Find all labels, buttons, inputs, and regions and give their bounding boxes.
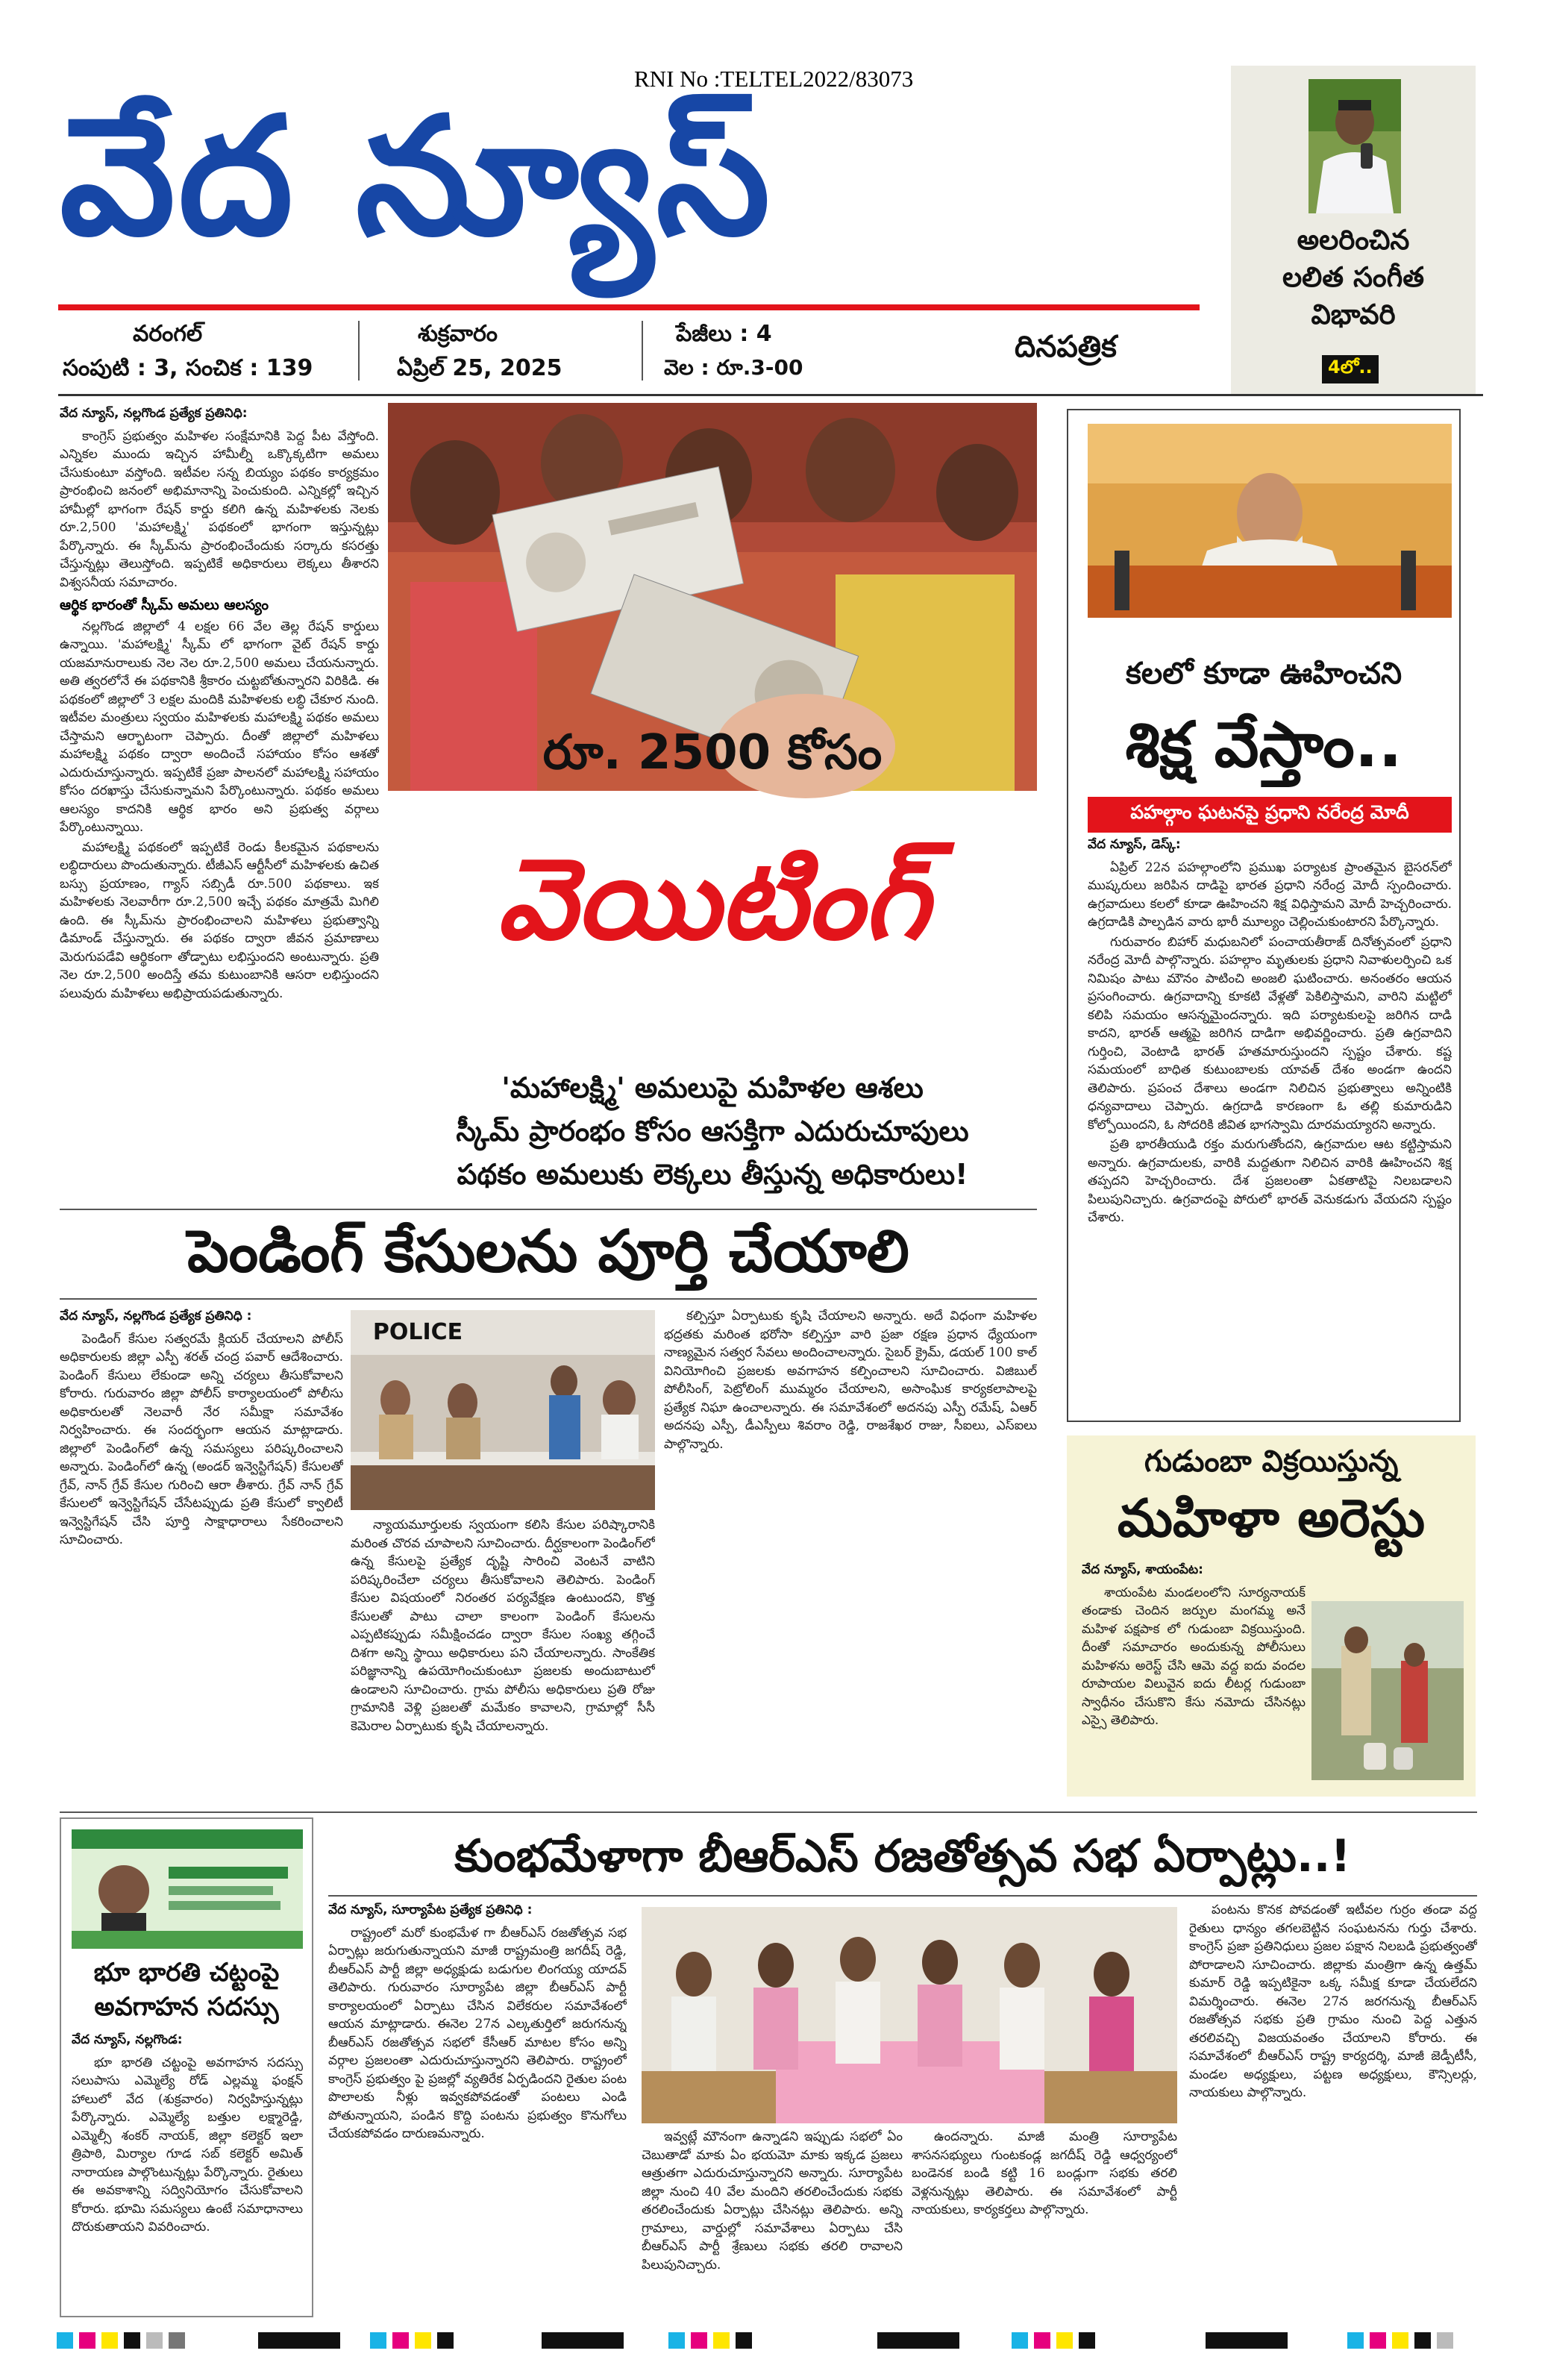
brs-headline: కుంభమేళాగా బీఆర్ఎస్ రజతోత్సవ సభ ఏర్పాట్లు..! [454,1830,1351,1882]
modi-tagline: పహల్గాం ఘటనపై ప్రధాని నరేంద్ర మోదీ [1088,797,1452,833]
police-paragraph: కల్పిస్తూ ఏర్పాటుకు కృషి చేయాలని అన్నారు. అదే విధంగా మహిళల భద్రతకు మరింత భరోసా కల్పిస్తూ వారి ప్రజా రక్షణ ప్రధాన ధ్యేయంగా నాణ్యమైన సత్వర సేవలు అందించాలన్నారు. సైబర్ క్రైమ్, డయల్ 100 కాల్ వినియోగించి ప్రజలకు అవగాహన కల్పించాలని సూచించారు. విజిబుల్ పోలీసింగ్, పెట్రోలింగ్ ముమ్మరం చేయాలని, అసాంఘిక కార్యకలాపాలపై ప్రత్యేక నిఘా ఉంచాలన్నారు. ఈ సమావేశంలో అదనపు ఎస్పీ రమేష్, ఏఆర్ అదనపు ఎస్పీ, డీఎస్పీలు శివరాం రెడ్డి, రాజశేఖర రాజు, సీఐలు, ఎస్ఐలు పాల్గొన్నారు. [664,1309,1037,1452]
singer-photo [1308,79,1401,213]
modi-headline: శిక్ష వేస్తాం.. [1125,708,1402,781]
welfare-story [60,404,379,1150]
gudumba-dateline: వేద న్యూస్, శాయంపేట: [1082,1562,1203,1577]
issue-date: ఏప్రిల్ 25, 2025 [397,355,562,381]
color-swatch [1012,2332,1028,2349]
modi-photo [1088,424,1452,618]
teaser-headline-2: లలిత సంగీత [1282,261,1425,293]
color-swatch [437,2332,454,2349]
police-paragraph: న్యాయమూర్తులకు స్వయంగా కలిసి కేసుల పరిష్కారానికి మరింత చొరవ చూపాలని సూచించారు. దీర్ఘకాలంగా పెండింగ్‌లో ఉన్న కేసులపై ప్రత్యేక దృష్టి సారించి వెంటనే వాటిని పరిష్కరించేలా చర్యలు తీసుకోవాలని తెలిపారు. పెండింగ్ కేసుల విషయంలో నిరంతర పర్యవేక్షణ ఉంటుందని, కొత్త కేసులతో పాటు చాలా కాలంగా పెండింగ్ కేసులను ఎప్పటికప్పుడు సమీక్షించడం ద్వారా కేసుల సంఖ్య తగ్గించే దిశగా అన్ని స్థాయి అధికారులు పని చేయాలన్నారు. సాంకేతిక పరిజ్ఞానాన్ని ఉపయోగించుకుంటూ ప్రజలకు అందుబాటులో ఉండాలని సూచించారు. గ్రామ పోలీసు అధికారులు ప్రతి రోజు గ్రామానికి వెళ్లి ప్రజలతో మమేకం కావాలని, గ్రామాల్లో సీసీ కెమెరాల ఏర్పాటుకు కృషి చేయాలన్నారు. [351,1518,655,1734]
modi-paragraph: గురువారం బిహార్ మధుబనిలో పంచాయతీరాజ్ దినోత్సవంలో ప్రధాని నరేంద్ర మోదీ పాల్గొన్నారు. పహల్గాం మృతులకు ప్రధాని నివాళులర్పించి ఒక నిమిషం పాటు మౌనం పాటించి అంజలి ఘటించారు. అనంతరం ఆయన ప్రసంగించారు. ఉగ్రవాదాన్ని కూకటి వేళ్లతో పెకిలిస్తామని, వారిని మట్టిలో కలిపి సమయం ఆసన్నమైందన్నారు. ఇది పర్యాటకులపై జరిగిన దాడి కాదని, భారత్ ఆత్మపై జరిగిన దాడిగా అభివర్ణించారు. ప్రతి ఉగ్రవాదిని గుర్తించి, వెంటాడి భారత్ హతమారుస్తుందని స్పష్టం చేశారు. కష్ట సమయంలో బాధిత కుటుంబాలకు యావత్ దేశం అండగా ఉందని తెలిపారు. ప్రపంచ దేశాలు అండగా నిలిచిన ప్రభుత్వాలు అన్నింటికి ధన్యవాదాలు చెప్పారు. ఉగ్రదాడి కారణంగా ఓ తల్లి కుమారుడిని కోల్పోయిందని, ఓ సోదరికి జీవిత భాగస్వామి దూరమయ్యారని అన్నారు. [1088,934,1452,1133]
police-story-col2 [351,1516,655,1844]
color-swatch [668,2332,685,2349]
brs-story-col1 [328,1901,627,2316]
gudumba-photo [1311,1601,1464,1780]
teaser-headline-1: అలరించిన [1297,224,1410,256]
police-story-col3 [664,1307,1037,1844]
masthead-divider [358,321,360,381]
color-swatch [392,2332,409,2349]
welfare-subhead: ఆర్థిక భారంతో స్కీమ్ అమలు ఆలస్యం [60,597,269,613]
section-rule [60,1811,1477,1813]
brs-story-col4 [1189,1901,1477,2316]
modi-dateline: వేద న్యూస్, డెస్క్: [1088,837,1181,852]
color-swatch [258,2332,340,2349]
gudumba-headline: మహిళా అరెస్టు [1117,1488,1426,1549]
color-swatch [1347,2332,1364,2349]
page-count: పేజీలు : 4 [676,321,772,347]
modi-paragraph: ప్రతి భారతీయుడి రక్తం మరుగుతోందని, ఉగ్రవాదుల ఆట కట్టిస్తామని అన్నారు. ఉగ్రవాదులకు, వారికి మద్దతుగా నిలిచిన వారికి ఊహించని శిక్ష తప్పదని హెచ్చరించారు. దేశ ప్రజలంతా ఏకతాటిపై నిలబడాలని పిలుపునిచ్చారు. ఉగ్రవాదంపై పోరులో భారత్ వెనుకడుగు వేయదని స్పష్టం చేశారు. [1088,1137,1452,1225]
color-swatch [691,2332,707,2349]
color-swatch [877,2332,959,2349]
masthead-rule [58,394,1483,396]
police-headline: పెండింగ్ కేసులను పూర్తి చేయాలి [187,1218,909,1285]
color-swatch [79,2332,95,2349]
brs-paragraph: పంటను కొనక పోవడంతో ఇటీవల గుర్రం తండా వద్ద రైతులు ధాన్యం తగలబెట్టిన సంఘటనను గుర్తు చేశారు. కాంగ్రెస్ ప్రజా ప్రతినిధులు ప్రజల పక్షాన నిలబడి ప్రభుత్వంతో పోరాడాలని సూచించారు. జిల్లాకు మంత్రిగా ఉన్న ఉత్తమ్ కుమార్ రెడ్డి ఇప్పటికైనా ఒక్క సమీక్ష కూడా చేయలేదని విమర్శించారు. ఈనెల 27న జరగనున్న బీఆర్ఎస్ రజతోత్సవ సభకు ప్రతి గ్రామం నుంచి పెద్ద ఎత్తున తరలివచ్చి విజయవంతం చేయాలని కోరారు. ఈ సమావేశంలో బీఆర్ఎస్ రాష్ట్ర కార్యదర్శి, మాజీ జెడ్పీటీసీ, మండల అధ్యక్షులు, పట్టణ అధ్యక్షులు, కౌన్సిలర్లు, నాయకులు పాల్గొన్నారు. [1189,1903,1477,2100]
modi-paragraph: ఏప్రిల్ 22న పహల్గాంలోని ప్రముఖ పర్యాటక ప్రాంతమైన బైసరన్‌లో ముష్కరులు జరిపిన దాడిపై భారత ప్రధాని నరేంద్ర మోదీ స్పందించారు. ఉగ్రవాదులు కలలో కూడా ఊహించని శిక్ష విధిస్తామని మోదీ హెచ్చరించారు. ఉగ్రదాడికి పాల్పడిన వారు భారీ మూల్యం చెల్లించుకుంటారని పేర్కొన్నారు. [1088,859,1452,930]
color-swatch [1206,2332,1288,2349]
brs-dateline: వేద న్యూస్, సూర్యాపేట ప్రత్యేక ప్రతినిధి : [328,1903,533,1917]
teaser-page-ref[interactable]: 4లో.. [1322,355,1379,383]
bhubharathi-headline-1: భూ భారతి చట్టంపై [93,1958,280,1988]
teaser-headline-3: విభావరి [1311,298,1396,331]
price: వెల : రూ.3-00 [664,355,803,380]
brs-paragraph: ఉందన్నారు. మాజీ మంత్రి సూర్యాపేట శాసనసభ్యులు గుంటకండ్ల జగదీష్ రెడ్డి ఆధ్వర్యంలో బండెనక బండి కట్టి 16 బండ్లుగా సభకు తరలి వెళ్లనున్నట్లు తెలిపారు. ఈ సమావేశంలో పార్టీ నాయకులు, కార్యకర్తలు పాల్గొన్నారు. [912,2129,1177,2217]
police-dateline: వేద న్యూస్, నల్లగొండ ప్రత్యేక ప్రతినిధి : [60,1309,252,1324]
color-swatch [1034,2332,1050,2349]
color-swatch [101,2332,118,2349]
color-swatch [1370,2332,1386,2349]
place: వరంగల్ [133,321,203,347]
color-swatch [1414,2332,1431,2349]
section-rule [328,1895,1477,1897]
welfare-paragraph: కాంగ్రెస్ ప్రభుత్వం మహిళల సంక్షేమానికి పెద్ద పీట వేస్తోంది. ఎన్నికల ముందు ఇచ్చిన హామీల్నీ ఒక్కొక్కటిగా అమలు చేసుకుంటూ వస్తోంది. ఇటీవల సన్న బియ్యం పథకం కార్యక్రమం ప్రారంభించి జనంలో అభిమానాన్ని పెంచుకుంది. ఎన్నికల్లో ఇచ్చిన హామీల్లో భాగంగా రేషన్ కార్డు కలిగి ఉన్న మహిళలకు నెలకు రూ.2,500 'మహాలక్ష్మి' పథకంలో భాగంగా ఇస్తున్నట్లు పేర్కొన్నారు. ఈ స్కీమ్‌ను ప్రారంభించేందుకు సర్కారు కసరత్తు చేస్తున్నట్లు తెలుస్తోంది. ఇప్పటికే అధికారులు లెక్కలు తీశారని విశ్వసనీయ సమాచారం. [60,428,379,590]
color-swatch [1392,2332,1408,2349]
color-swatch [736,2332,752,2349]
color-swatch [124,2332,140,2349]
brs-story-col2 [642,2128,903,2316]
lead-banner: రూ. 2500 కోసం [542,725,883,780]
weekday: శుక్రవారం [418,321,498,347]
gudumba-story-body [1082,1561,1306,1785]
color-swatch [57,2332,73,2349]
masthead-divider [642,321,643,381]
lead-deck-2: స్కీమ్ ప్రారంభం కోసం ఆసక్తిగా ఎదురుచూపులు [456,1115,969,1147]
bhubharathi-poster [72,1829,303,1949]
welfare-dateline: వేద న్యూస్, నల్లగొండ ప్రత్యేక ప్రతినిధి: [60,406,248,421]
police-wall-sign: POLICE [372,1319,463,1345]
color-swatch [542,2332,624,2349]
bhubharathi-body [72,2031,303,2311]
brs-paragraph: ఇవ్వట్లే మౌనంగా ఉన్నాడని ఇప్పుడు సభలో ఏం చెబుతాడో మాకు ఏం భయమో మాకు ఇక్కడ ప్రజలు ఆత్రుతగా ఎదురుచూస్తున్నారని అన్నారు. సూర్యాపేట జిల్లా నుంచి 40 వేల మందిని తరలించేందుకు సభకు తరలించేందుకు ఏర్పాట్లు చేసినట్లు తెలిపారు. అన్ని గ్రామాలు, వార్డుల్లో సమావేశాలు ఏర్పాటు చేసి బీఆర్ఎస్ పార్టీ శ్రేణులు సభకు తరలి రావాలని పిలుపునిచ్చారు. [642,2129,903,2273]
color-swatch [415,2332,431,2349]
police-story-col1 [60,1307,343,1844]
title-underline-red [58,304,1200,310]
welfare-paragraph: మహాలక్ష్మి పథకంలో ఇప్పటికే రెండు కీలకమైన పథకాలను లబ్ధిదారులు పొందుతున్నారు. టీజీఎస్ ఆర్టీసీలో మహిళలకు ఉచిత బస్సు ప్రయాణం, గ్యాస్ సబ్సిడీ రూ.500 పథకాలు. ఇక మహిళలకు నెలవారీగా రూ.2,500 ఇచ్చే పథకం మాత్రమే మిగిలి ఉంది. ఈ స్కీమ్‌ను ప్రారంభించాలని మహిళలు ప్రభుత్వాన్ని డిమాండ్ చేస్తున్నారు. ఈ పథకం ద్వారా జీవన ప్రమాణాలు మెరుగుపడేవి ఆర్థికంగా తోడ్పాటు లభిస్తుందని అంటున్నారు. ప్రతి నెల రూ.2,500 అందిస్తే తమ కుటుంబానికి ఆసరా లభిస్తుందని పలువురు మహిళలు అభిప్రాయపడుతున్నారు. [60,839,379,1001]
rni-number: RNI No :TELTEL2022/83073 [634,66,914,92]
print-registration-bar [57,2332,1482,2349]
brs-press-meet-photo [642,1907,1177,2123]
bhubharathi-paragraph: భూ భారతి చట్టంపై అవగాహన సదస్సు సలుపాసు ఎమ్మెల్యే రోడ్ ఎల్లమ్మ ఫంక్షన్ హాలులో వేద (శుక్రవారం) నిర్వహిస్తున్నట్లు పేర్కొన్నారు. ఎమ్మెల్యే బత్తుల లక్ష్మారెడ్డి, ఎమ్మెల్సీ శంకర్ నాయక్, జిల్లా కలెక్టర్ ఇలా త్రిపాఠి, మిర్యాల గూడ సబ్ కలెక్టర్ అమిత్ నారాయణ పాల్గొంటున్నట్లు పేర్కొన్నారు. రైతులు ఈ అవకాశాన్ని సద్వినియోగం చేసుకోవాలని కోరారు. భూమి సమస్యలు ఉంటే సమాధానాలు దొరుకుతాయని వివరించారు. [72,2055,303,2235]
bhubharathi-dateline: వేద న్యూస్, నల్లగొండ: [72,2032,183,2047]
bhubharathi-headline-2: అవగాహన సదస్సు [94,1992,279,2022]
brs-story-col3 [912,2128,1177,2316]
volume-issue: సంపుటి : 3, సంచిక : 139 [63,355,313,381]
teaser-box[interactable] [1231,66,1476,394]
modi-story-body [1088,836,1452,1415]
modi-kicker: కలలో కూడా ఊహించని [1125,657,1402,691]
lead-deck-3: పథకం అమలుకు లెక్కలు తీస్తున్న అధికారులు! [457,1158,968,1191]
section-rule [60,1298,1037,1300]
color-swatch [1056,2332,1073,2349]
gudumba-kicker: గుడుంబా విక్రయిస్తున్న [1144,1444,1399,1479]
brs-paragraph: రాష్ట్రంలో మరో కుంభమేళ గా బీఆర్ఎస్ రజతోత్సవ సభ ఏర్పాట్లు జరుగుతున్నాయని మాజీ రాష్ట్రమంత్రి జగదీష్ రెడ్డి, బీఆర్ఎస్ పార్టీ జిల్లా అధ్యక్షుడు బడుగుల లింగయ్య యాదవ్ తెలిపారు. గురువారం సూర్యాపేట జిల్లా బీఆర్ఎస్ పార్టీ కార్యాలయంలో ఏర్పాటు చేసిన విలేకరుల సమావేశంలో ఆయన మాట్లాడారు. ఈనెల 27న ఎల్కతుర్తిలో జరుగనున్న బీఆర్ఎస్ రజతోత్సవ సభలో కేసీఆర్ మాటల కోసం అన్ని వర్గాల ప్రజలంతా ఎదురుచూస్తున్నారని తెలిపారు. రాష్ట్రంలో కాంగ్రెస్ ప్రభుత్వం పై ప్రజల్లో వ్యతిరేక ఏర్పడిందని రైతుల పంట పొలాలకు నీళ్లు ఇవ్వకపోవడంతో పంటలు ఎండి పోతున్నాయని, పండిన కొద్ది పంటను ప్రభుత్వం కొనుగోలు చేయకపోవడం దారుణమన్నారు. [328,1925,627,2141]
lead-deck-1: 'మహాలక్ష్మి' అమలుపై మహిళల ఆశలు [501,1071,924,1104]
color-swatch [1079,2332,1095,2349]
welfare-paragraph: నల్లగొండ జిల్లాలో 4 లక్షల 66 వేల తెల్ల రేషన్ కార్డులు ఉన్నాయి. 'మహాలక్ష్మి' స్కీమ్ లో భాగంగా వైట్ రేషన్ కార్డు యజమానురాలుకు నెల నెల రూ.2,500 అమలు చేయనున్నారు. అతి త్వరలోనే ఈ పథకానికి శ్రీకారం చుట్టబోతున్నారని విరికిడి. ఈ పథకంలో జిల్లాలో 3 లక్షల మందికి మహిళలకు లబ్ధి చేకూర నుంది. ఇటీవల మంత్రులు స్వయం మహిళలకు మహాలక్ష్మి పథకం అమలు చేస్తామని ఆర్భాటంగా చెప్పారు. దీంతో జిల్లాలో మహిళలు మహాలక్ష్మి పథకం ద్వారా అందించే సహాయం కోసం ఆశతో ఎదురుచూస్తున్నారు. ఇప్పటికే ప్రజా పాలనలో మహాలక్ష్మి సహాయం కోసం దరఖాస్తు చేసుకున్నామని పేర్కొంటున్నారు. పథకం అమలు ఆలస్యం కాదనికి ఆర్థిక భారం అని ప్రభుత్వ వర్గాలు పేర్కొంటున్నాయి. [60,619,379,835]
lead-word: వెయిటింగ్ [496,833,929,965]
gudumba-paragraph: శాయంపేట మండలంలోని సూర్యనాయక్ తండాకు చెందిన జర్పుల మంగమ్మ అనే మహిళ పక్షపాక లో గుడుంబా విక్రయిస్తుంది. దీంతో సమాచారం అందుకున్న పోలీసులు మహిళను అరెస్ట్ చేసి ఆమె వద్ద ఐదు వందల రూపాయల విలువైన ఐదు లీటర్ల గుడుంబా స్వాధీనం చేసుకొని కేసు నమోదు చేసినట్లు ఎస్సై తెలిపారు. [1082,1585,1306,1728]
police-paragraph: పెండింగ్ కేసుల సత్వరమే క్లియర్ చేయాలని పోలీస్ అధికారులకు జిల్లా ఎస్పీ శరత్ చంద్ర పవార్ ఆదేశించారు. పెండింగ్ కేసులు లేకుండా అన్ని చర్యలు తీసుకోవాలని కోరారు. గురువారం జిల్లా పోలీస్ కార్యాలయంలో పోలీసు అధికారులతో నెలవారీ నేర సమీక్షా సమావేశం నిర్వహించారు. ఈ సందర్భంగా ఆయన మాట్లాడారు. జిల్లాలో పెండింగ్‌లో ఉన్న సమస్యలు పరిష్కరించాలని అన్నారు. పెండింగ్‌లో ఉన్న (అండర్ ఇన్వెస్టిగేషన్) కేసులతో గ్రేవ్, నాన్ గ్రేవ్ కేసుల గురించి ఆరా తీశారు. గ్రేవ్ నాన్ గ్రేవ్ కేసులలో ఇన్వెస్టిగేషన్ చేసేటప్పుడు ప్రతి కేసులో క్వాలిటీ ఇన్వెస్టిగేషన్ చేసి పూర్తి సాక్షాధారాలు సేకరించాలని సూచించారు. [60,1331,343,1547]
color-swatch [1437,2332,1453,2349]
color-swatch [370,2332,386,2349]
edition-label: దినపత్రిక [1015,330,1117,364]
color-swatch [169,2332,185,2349]
color-swatch [146,2332,163,2349]
color-swatch [713,2332,730,2349]
paper-title: వేద న్యూస్ [60,83,774,272]
